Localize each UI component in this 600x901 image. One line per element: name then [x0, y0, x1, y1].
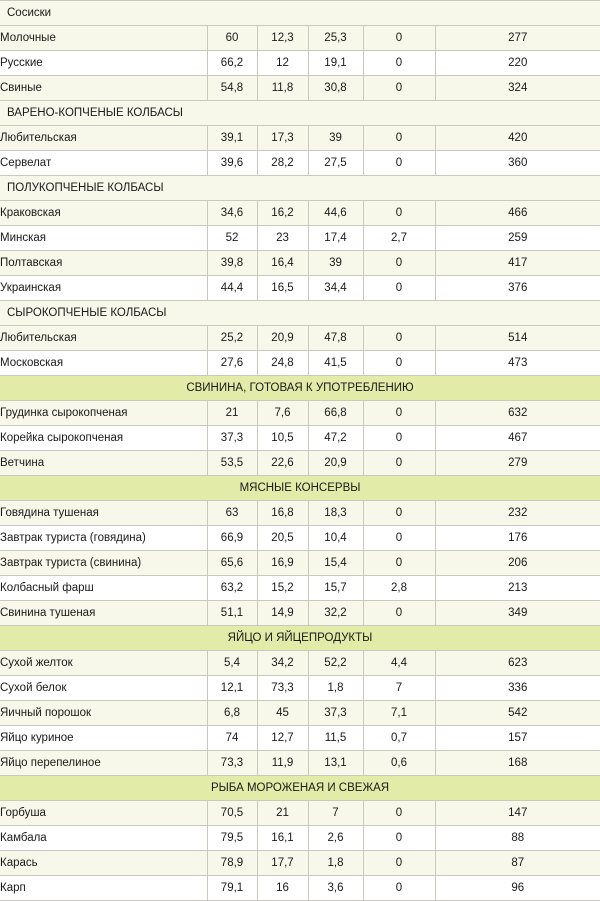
- water-value-cell: 70,5: [207, 801, 257, 826]
- water-value-cell: 63: [207, 501, 257, 526]
- section-header-label: Сосиски: [0, 1, 600, 26]
- table-row: [0, 651, 600, 676]
- product-name-cell: Карп: [0, 876, 207, 901]
- carbs-value-cell: 0: [363, 851, 435, 876]
- protein-value-cell: 73,3: [257, 676, 308, 701]
- subcategory-header-row: [0, 301, 600, 326]
- fat-value-cell: 15,7: [308, 576, 363, 601]
- protein-value-cell: 22,6: [257, 451, 308, 476]
- carbs-value-cell: 0: [363, 326, 435, 351]
- carbs-value-cell: 0,6: [363, 751, 435, 776]
- table-row: [0, 551, 600, 576]
- kcal-value-cell: 623: [435, 651, 600, 676]
- kcal-value-cell: 349: [435, 601, 600, 626]
- protein-value-cell: 11,9: [257, 751, 308, 776]
- product-name-cell: Сухой белок: [0, 676, 207, 701]
- carbs-value-cell: 0: [363, 801, 435, 826]
- table-row: [0, 226, 600, 251]
- water-value-cell: 34,6: [207, 201, 257, 226]
- product-name-cell: Завтрак туриста (свинина): [0, 551, 207, 576]
- product-name-cell: Сервелат: [0, 151, 207, 176]
- carbs-value-cell: 0: [363, 201, 435, 226]
- table-row: [0, 701, 600, 726]
- fat-value-cell: 17,4: [308, 226, 363, 251]
- fat-value-cell: 39: [308, 251, 363, 276]
- table-row: [0, 151, 600, 176]
- product-name-cell: Грудинка сырокопченая: [0, 401, 207, 426]
- kcal-value-cell: 324: [435, 76, 600, 101]
- carbs-value-cell: 0: [363, 151, 435, 176]
- table-row: [0, 876, 600, 901]
- product-name-cell: Горбуша: [0, 801, 207, 826]
- carbs-value-cell: 0: [363, 426, 435, 451]
- carbs-value-cell: 0: [363, 351, 435, 376]
- category-header-row: [0, 476, 600, 501]
- water-value-cell: 6,8: [207, 701, 257, 726]
- product-name-cell: Ветчина: [0, 451, 207, 476]
- protein-value-cell: 45: [257, 701, 308, 726]
- kcal-value-cell: 336: [435, 676, 600, 701]
- fat-value-cell: 11,5: [308, 726, 363, 751]
- table-row: [0, 676, 600, 701]
- fat-value-cell: 7: [308, 801, 363, 826]
- product-name-cell: Украинская: [0, 276, 207, 301]
- water-value-cell: 5,4: [207, 651, 257, 676]
- protein-value-cell: 16,1: [257, 826, 308, 851]
- kcal-value-cell: 96: [435, 876, 600, 901]
- table-row: [0, 576, 600, 601]
- fat-value-cell: 2,6: [308, 826, 363, 851]
- carbs-value-cell: 0,7: [363, 726, 435, 751]
- protein-value-cell: 16,9: [257, 551, 308, 576]
- water-value-cell: 65,6: [207, 551, 257, 576]
- protein-value-cell: 12,3: [257, 26, 308, 51]
- product-name-cell: Молочные: [0, 26, 207, 51]
- kcal-value-cell: 176: [435, 526, 600, 551]
- carbs-value-cell: 0: [363, 451, 435, 476]
- water-value-cell: 44,4: [207, 276, 257, 301]
- protein-value-cell: 34,2: [257, 651, 308, 676]
- product-name-cell: Яйцо перепелиное: [0, 751, 207, 776]
- water-value-cell: 73,3: [207, 751, 257, 776]
- kcal-value-cell: 220: [435, 51, 600, 76]
- table-row: [0, 526, 600, 551]
- category-header-row: [0, 776, 600, 801]
- section-header-label: ПОЛУКОПЧЕНЫЕ КОЛБАСЫ: [0, 176, 600, 201]
- table-row: [0, 751, 600, 776]
- kcal-value-cell: 87: [435, 851, 600, 876]
- kcal-value-cell: 168: [435, 751, 600, 776]
- subcategory-header-row: [0, 1, 600, 26]
- water-value-cell: 21: [207, 401, 257, 426]
- fat-value-cell: 41,5: [308, 351, 363, 376]
- fat-value-cell: 47,8: [308, 326, 363, 351]
- protein-value-cell: 16,2: [257, 201, 308, 226]
- product-name-cell: Любительская: [0, 126, 207, 151]
- kcal-value-cell: 279: [435, 451, 600, 476]
- fat-value-cell: 66,8: [308, 401, 363, 426]
- product-name-cell: Свинина тушеная: [0, 601, 207, 626]
- water-value-cell: 12,1: [207, 676, 257, 701]
- water-value-cell: 74: [207, 726, 257, 751]
- table-row: [0, 501, 600, 526]
- kcal-value-cell: 417: [435, 251, 600, 276]
- water-value-cell: 37,3: [207, 426, 257, 451]
- kcal-value-cell: 514: [435, 326, 600, 351]
- kcal-value-cell: 542: [435, 701, 600, 726]
- product-name-cell: Карась: [0, 851, 207, 876]
- protein-value-cell: 28,2: [257, 151, 308, 176]
- water-value-cell: 53,5: [207, 451, 257, 476]
- kcal-value-cell: 147: [435, 801, 600, 826]
- fat-value-cell: 1,8: [308, 676, 363, 701]
- carbs-value-cell: 0: [363, 251, 435, 276]
- fat-value-cell: 25,3: [308, 26, 363, 51]
- table-row: [0, 451, 600, 476]
- kcal-value-cell: 88: [435, 826, 600, 851]
- product-name-cell: Краковская: [0, 201, 207, 226]
- section-header-label: СЫРОКОПЧЕНЫЕ КОЛБАСЫ: [0, 301, 600, 326]
- protein-value-cell: 20,5: [257, 526, 308, 551]
- product-name-cell: Яичный порошок: [0, 701, 207, 726]
- carbs-value-cell: 0: [363, 26, 435, 51]
- water-value-cell: 79,1: [207, 876, 257, 901]
- kcal-value-cell: 376: [435, 276, 600, 301]
- table-row: [0, 26, 600, 51]
- product-name-cell: Яйцо куриное: [0, 726, 207, 751]
- protein-value-cell: 12,7: [257, 726, 308, 751]
- carbs-value-cell: 0: [363, 51, 435, 76]
- protein-value-cell: 7,6: [257, 401, 308, 426]
- section-header-label: ВАРЕНО-КОПЧЕНЫЕ КОЛБАСЫ: [0, 101, 600, 126]
- carbs-value-cell: 2,7: [363, 226, 435, 251]
- table-row: [0, 201, 600, 226]
- protein-value-cell: 17,7: [257, 851, 308, 876]
- water-value-cell: 78,9: [207, 851, 257, 876]
- table-row: [0, 726, 600, 751]
- carbs-value-cell: 0: [363, 826, 435, 851]
- product-name-cell: Колбасный фарш: [0, 576, 207, 601]
- carbs-value-cell: 0: [363, 526, 435, 551]
- table-row: [0, 851, 600, 876]
- protein-value-cell: 16,5: [257, 276, 308, 301]
- product-name-cell: Русские: [0, 51, 207, 76]
- section-header-label: СВИНИНА, ГОТОВАЯ К УПОТРЕБЛЕНИЮ: [0, 376, 600, 401]
- section-header-label: МЯСНЫЕ КОНСЕРВЫ: [0, 476, 600, 501]
- protein-value-cell: 12: [257, 51, 308, 76]
- table-row: [0, 76, 600, 101]
- product-name-cell: Сухой желток: [0, 651, 207, 676]
- kcal-value-cell: 157: [435, 726, 600, 751]
- table-row: [0, 826, 600, 851]
- water-value-cell: 27,6: [207, 351, 257, 376]
- product-name-cell: Завтрак туриста (говядина): [0, 526, 207, 551]
- protein-value-cell: 24,8: [257, 351, 308, 376]
- product-name-cell: Полтавская: [0, 251, 207, 276]
- fat-value-cell: 34,4: [308, 276, 363, 301]
- category-header-row: [0, 376, 600, 401]
- water-value-cell: 66,9: [207, 526, 257, 551]
- water-value-cell: 39,1: [207, 126, 257, 151]
- fat-value-cell: 20,9: [308, 451, 363, 476]
- fat-value-cell: 32,2: [308, 601, 363, 626]
- fat-value-cell: 18,3: [308, 501, 363, 526]
- carbs-value-cell: 0: [363, 876, 435, 901]
- product-name-cell: Минская: [0, 226, 207, 251]
- fat-value-cell: 47,2: [308, 426, 363, 451]
- carbs-value-cell: 4,4: [363, 651, 435, 676]
- product-name-cell: Говядина тушеная: [0, 501, 207, 526]
- fat-value-cell: 13,1: [308, 751, 363, 776]
- water-value-cell: 39,6: [207, 151, 257, 176]
- table-row: [0, 126, 600, 151]
- carbs-value-cell: 7,1: [363, 701, 435, 726]
- protein-value-cell: 17,3: [257, 126, 308, 151]
- carbs-value-cell: 0: [363, 601, 435, 626]
- water-value-cell: 51,1: [207, 601, 257, 626]
- table-row: [0, 276, 600, 301]
- protein-value-cell: 21: [257, 801, 308, 826]
- protein-value-cell: 16,8: [257, 501, 308, 526]
- product-name-cell: Корейка сырокопченая: [0, 426, 207, 451]
- table-row: [0, 326, 600, 351]
- carbs-value-cell: 0: [363, 276, 435, 301]
- fat-value-cell: 27,5: [308, 151, 363, 176]
- fat-value-cell: 39: [308, 126, 363, 151]
- kcal-value-cell: 232: [435, 501, 600, 526]
- water-value-cell: 25,2: [207, 326, 257, 351]
- fat-value-cell: 30,8: [308, 76, 363, 101]
- kcal-value-cell: 277: [435, 26, 600, 51]
- product-name-cell: Любительская: [0, 326, 207, 351]
- kcal-value-cell: 467: [435, 426, 600, 451]
- protein-value-cell: 11,8: [257, 76, 308, 101]
- table-row: [0, 51, 600, 76]
- fat-value-cell: 19,1: [308, 51, 363, 76]
- protein-value-cell: 16,4: [257, 251, 308, 276]
- protein-value-cell: 14,9: [257, 601, 308, 626]
- section-header-label: ЯЙЦО И ЯЙЦЕПРОДУКТЫ: [0, 626, 600, 651]
- water-value-cell: 52: [207, 226, 257, 251]
- kcal-value-cell: 259: [435, 226, 600, 251]
- protein-value-cell: 16: [257, 876, 308, 901]
- carbs-value-cell: 7: [363, 676, 435, 701]
- carbs-value-cell: 0: [363, 401, 435, 426]
- protein-value-cell: 15,2: [257, 576, 308, 601]
- water-value-cell: 63,2: [207, 576, 257, 601]
- water-value-cell: 60: [207, 26, 257, 51]
- kcal-value-cell: 213: [435, 576, 600, 601]
- table-row: [0, 601, 600, 626]
- subcategory-header-row: [0, 101, 600, 126]
- carbs-value-cell: 0: [363, 501, 435, 526]
- water-value-cell: 66,2: [207, 51, 257, 76]
- protein-value-cell: 23: [257, 226, 308, 251]
- nutrition-table-body: [0, 1, 600, 901]
- water-value-cell: 54,8: [207, 76, 257, 101]
- carbs-value-cell: 2,8: [363, 576, 435, 601]
- water-value-cell: 39,8: [207, 251, 257, 276]
- subcategory-header-row: [0, 176, 600, 201]
- product-name-cell: Свиные: [0, 76, 207, 101]
- kcal-value-cell: 632: [435, 401, 600, 426]
- kcal-value-cell: 466: [435, 201, 600, 226]
- table-row: [0, 251, 600, 276]
- carbs-value-cell: 0: [363, 126, 435, 151]
- fat-value-cell: 52,2: [308, 651, 363, 676]
- category-header-row: [0, 626, 600, 651]
- fat-value-cell: 1,8: [308, 851, 363, 876]
- product-name-cell: Камбала: [0, 826, 207, 851]
- carbs-value-cell: 0: [363, 76, 435, 101]
- fat-value-cell: 15,4: [308, 551, 363, 576]
- table-row: [0, 426, 600, 451]
- fat-value-cell: 44,6: [308, 201, 363, 226]
- kcal-value-cell: 420: [435, 126, 600, 151]
- kcal-value-cell: 360: [435, 151, 600, 176]
- protein-value-cell: 20,9: [257, 326, 308, 351]
- fat-value-cell: 3,6: [308, 876, 363, 901]
- table-row: [0, 351, 600, 376]
- product-name-cell: Московская: [0, 351, 207, 376]
- fat-value-cell: 37,3: [308, 701, 363, 726]
- table-row: [0, 401, 600, 426]
- water-value-cell: 79,5: [207, 826, 257, 851]
- carbs-value-cell: 0: [363, 551, 435, 576]
- section-header-label: РЫБА МОРОЖЕНАЯ И СВЕЖАЯ: [0, 776, 600, 801]
- protein-value-cell: 10,5: [257, 426, 308, 451]
- fat-value-cell: 10,4: [308, 526, 363, 551]
- table-row: [0, 801, 600, 826]
- kcal-value-cell: 473: [435, 351, 600, 376]
- kcal-value-cell: 206: [435, 551, 600, 576]
